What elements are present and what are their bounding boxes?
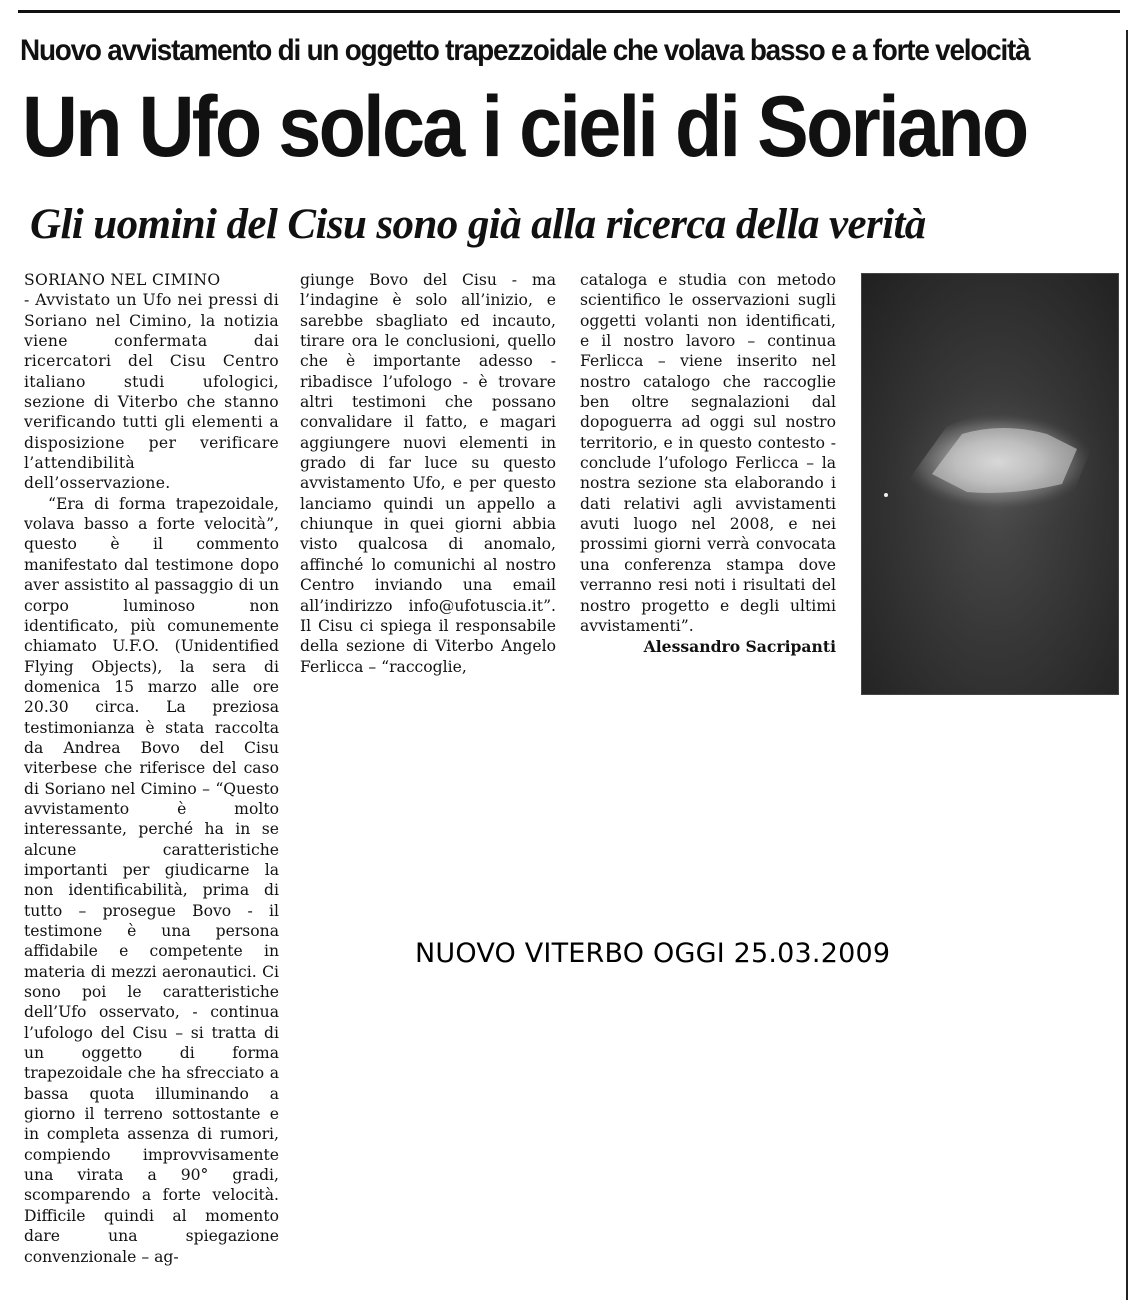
column-3-paragraph-1: cataloga e studia con metodo scientifico le osservazioni sugli oggetti volanti non identificati, e il nostro lavoro – continua Ferlicca – viene inserito nel nostro catalogo che raccoglie ben oltre segnalazioni dal dopoguerra ad oggi sul nostro territorio, e in questo contesto - conclude l’ufologo Ferlicca – la nostra sezione sta elaborando i dati relativi agli avvistamenti avuti luogo nel 2008, e nei prossimi giorni verrà convocata una conferenza stampa dove verranno resi noti i risultati del nostro progetto e degli ultimi avvistamenti”. [580, 271, 836, 635]
article-headline: Un Ufo solca i cieli di Soriano [22, 79, 1027, 175]
top-rule [18, 10, 1120, 13]
article-subhead: Gli uomini del Cisu sono già alla ricerca della verità [30, 201, 926, 248]
ufo-photo-illustration [862, 274, 1118, 694]
article-column-2 [300, 270, 556, 677]
article-kicker: Nuovo avvistamento di un oggetto trapezzoidale che volava basso e a forte velocità [20, 34, 1030, 67]
column-1-paragraph-1: SORIANO NEL CIMINO - Avvistato un Ufo nei pressi di Soriano nel Cimino, la notizia viene confermata dai ricercatori del Cisu Centro italiano studi ufologici, sezione di Viterbo che stanno verificando tutti gli elementi a disposizione per verificare l’attendibilità dell’osservazione. [24, 271, 279, 493]
ufo-photo [861, 273, 1119, 695]
article-column-3 [580, 270, 836, 658]
blank-area [290, 705, 1125, 1305]
article-byline: Alessandro Sacripanti [643, 637, 836, 657]
column-2-paragraph-1: giunge Bovo del Cisu - ma l’indagine è solo all’inizio, e sarebbe sbagliato ed incauto, tirare ora le conclusioni, quello che è importante adesso - ribadisce l’ufologo - è trovare altri testimoni che possano convalidare il fatto, e magari aggiungere nuovi elementi in grado di far luce su questo avvistamento Ufo, e per questo lanciamo quindi un appello a chiunque in quei giorni abbia visto qualcosa di anomalo, affinché lo comunichi al nostro Centro inviando una email all’indirizzo info@ufotuscia.it”. Il Cisu ci spiega il responsabile della sezione di Viterbo Angelo Ferlicca – “raccoglie, [300, 271, 556, 676]
column-1-paragraph-2: “Era di forma trapezoidale, volava basso a forte velocità”, questo è il commento manifestato dal testimone dopo aver assistito al passaggio di un corpo luminoso non identificato, più comunemente chiamato U.F.O. (Unidentified Flying Objects), la sera di domenica 15 marzo alle ore 20.30 circa. La preziosa testimonianza è stata raccolta da Andrea Bovo del Cisu viterbese che riferisce del caso di Soriano nel Cimino – “Questo avvistamento è molto interessante, perché ha in se alcune caratteristiche importanti per giudicarne la non identificabilità, prima di tutto – prosegue Bovo - il testimone è una persona affidabile e competente in materia di mezzi aeronautici. Ci sono poi le caratteristiche dell’Ufo osservato, - continua l’ufologo del Cisu – si tratta di un oggetto di forma trapezoidale che ha sfrecciato a bassa quota illuminando a giorno il terreno sottostante e in completa assenza di rumori, compiendo improvvisamente una virata a 90° gradi, scomparendo a forte velocità. Difficile quindi al momento dare una spiegazione convenzionale – ag- [24, 494, 279, 1266]
article-column-1 [24, 270, 279, 1267]
source-label: NUOVO VITERBO OGGI 25.03.2009 [415, 938, 891, 969]
